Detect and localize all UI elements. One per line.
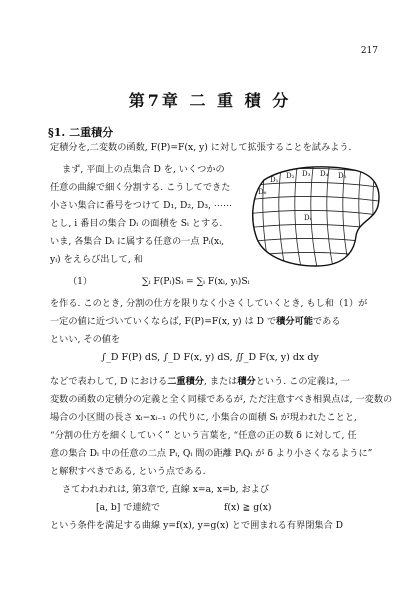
figure-label: D₄	[320, 170, 329, 178]
body-line: まず, 平面上の点集合 D を, いくつかの	[62, 164, 225, 175]
body-line: 一定の値に近づいていくならば, F(P)=F(x, y) は D で積分可能である	[50, 316, 341, 327]
figure-label: Dᵢ	[304, 214, 312, 222]
body-line: といい, その値を	[50, 334, 121, 345]
equation-label: （1）	[68, 276, 93, 287]
body-line: 定積分を,二変数の函数, F(P)=F(x, y) に対して拡張することを試みよう.	[50, 142, 352, 153]
term-integral: 積分	[237, 376, 256, 387]
page-number: 217	[360, 46, 378, 56]
integral-display: ∫_D F(P) dS, ∫_D F(x, y) dS, ∬_D F(x, y) dx dy	[101, 352, 319, 363]
body-line: f(x) ≧ g(x)	[224, 502, 272, 513]
body-line: を作る. このとき, 分割の仕方を限りなく小さくしていくとき, もし和（1）が	[50, 298, 368, 309]
body-line: “分割の仕方を細くしていく” という言葉を, “任意の正の数 δ に対して, 任	[50, 430, 357, 441]
figure-label: D₃	[302, 170, 311, 178]
figure-label: D₂	[286, 172, 295, 180]
body-line: 意の集合 Dᵢ 中の任意の二点 Pᵢ, Qᵢ 間の距離 PᵢQᵢ が δ より小さくなるように”	[50, 448, 373, 459]
body-line: と解釈すべきである, という点である.	[50, 466, 206, 477]
body-line: いま, 各集合 Dᵢ に属する任意の一点 Pᵢ(xᵢ,	[50, 236, 225, 247]
figure-label: D₅	[338, 172, 347, 180]
term-double-integral: 二重積分	[167, 376, 204, 387]
section-title: §1. 二重積分	[48, 126, 114, 139]
body-line: yᵢ) をえらび出して, 和	[50, 254, 143, 265]
figure-label: D₁	[270, 176, 279, 184]
body-line: 場合の小区間の長さ xᵢ−xᵢ₋₁ の代りに, 小集合の面積 Sᵢ が現われたことと,	[50, 412, 357, 423]
chapter-title: 第7章 二 重 積 分	[128, 91, 292, 110]
body-line: などで表わして, D における二重積分, または積分という. この定義は, 一	[50, 376, 351, 387]
body-line: さてわれわれは, 第3章で, 直線 x=a, x=b, および	[62, 484, 270, 495]
equation-formula: ∑ᵢ F(Pᵢ)Sᵢ = ∑ᵢ F(xᵢ, yᵢ)Sᵢ	[142, 276, 250, 287]
body-line: 小さい集合に番号をつけて D₁, D₂, D₃, ⋯⋯	[50, 200, 233, 211]
body-line: という条件を満足する曲線 y=f(x), y=g(x) とで囲まれる有界閉集合 D	[50, 520, 344, 531]
body-line: 変数の函数の定積分の定義と全く同様であるが, ただ注意すべき相異点は, 一変数の	[50, 394, 393, 405]
body-line: [a, b] で連続で	[96, 502, 161, 513]
body-line: 任意の曲線で細く分割する. こうしてできた	[50, 182, 231, 193]
figure-label: D₆	[258, 188, 267, 196]
region-partition-figure	[246, 160, 384, 272]
term-integrable: 積分可能	[276, 316, 313, 327]
body-line: とし, i 番目の集合 Dᵢ の面積を Sᵢ とする.	[50, 218, 223, 229]
